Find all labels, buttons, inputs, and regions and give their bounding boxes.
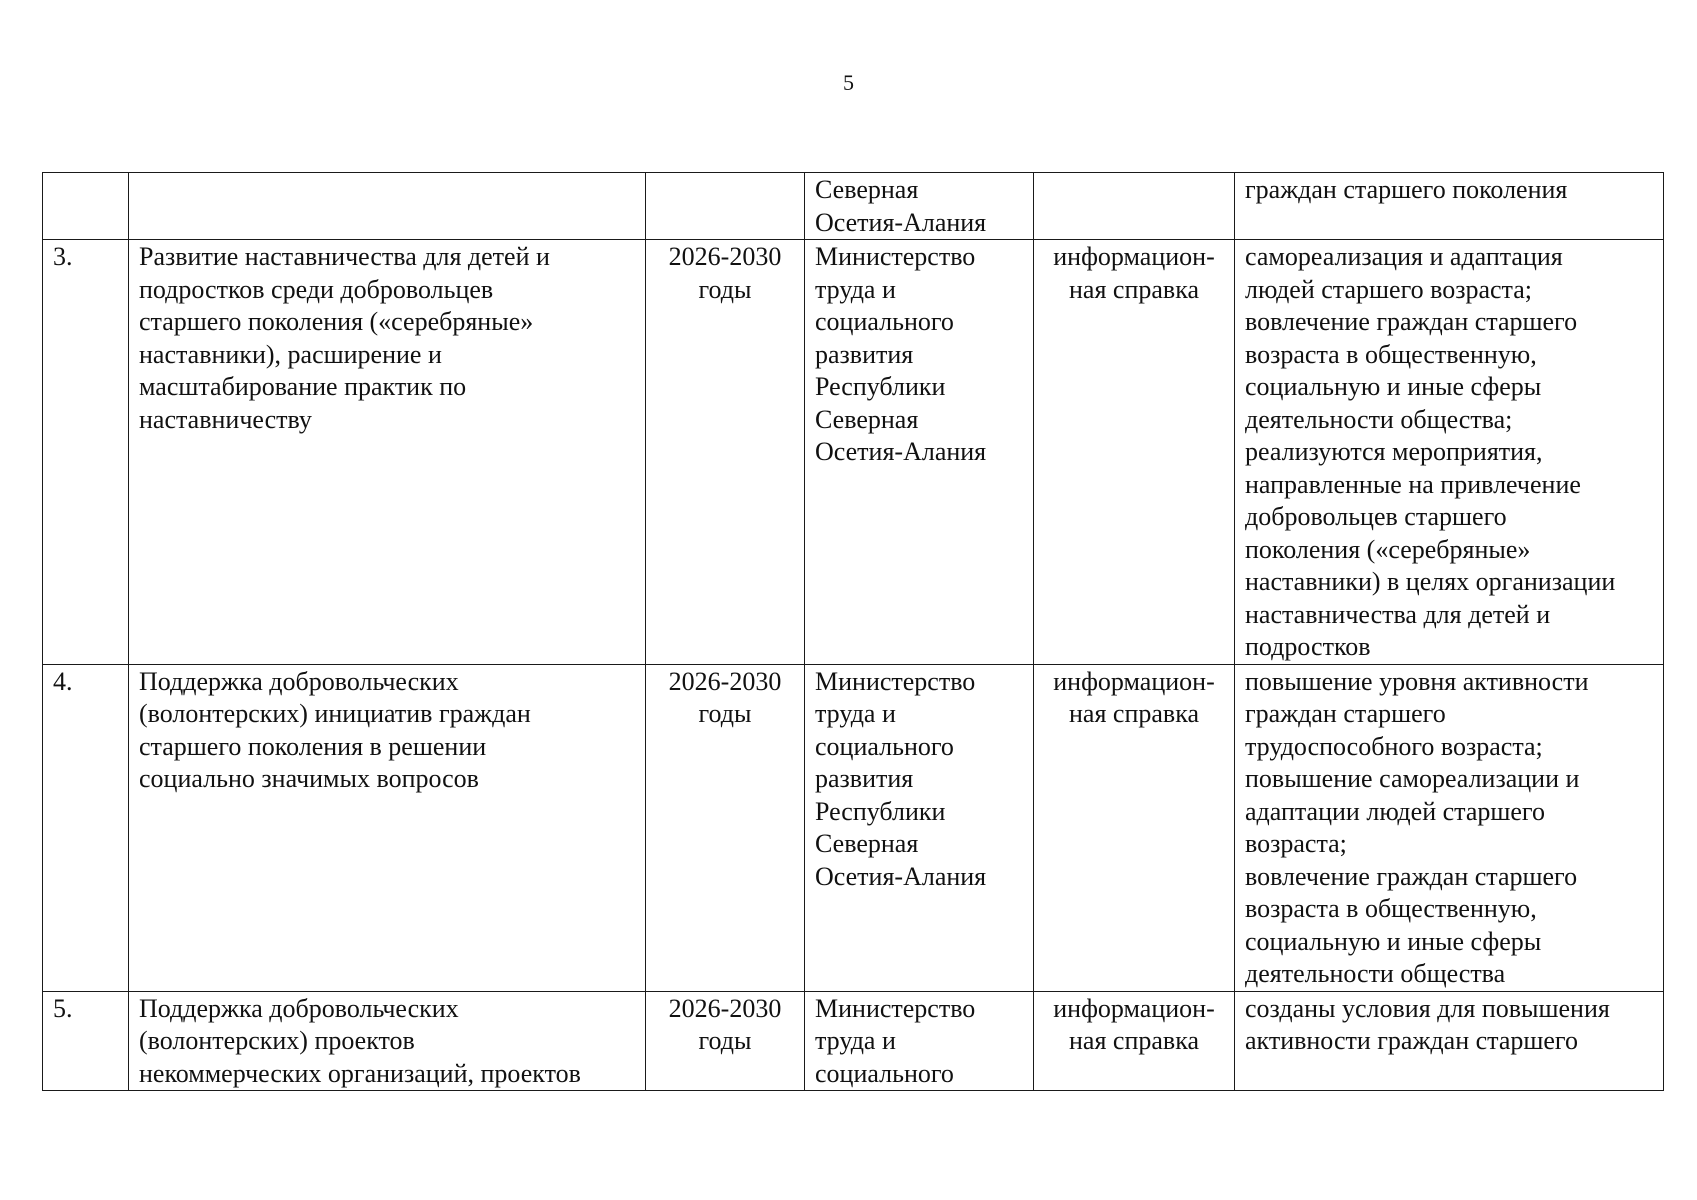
result-line: повышение самореализации и (1245, 764, 1580, 793)
cell-years (646, 991, 805, 1091)
cell-years (646, 173, 805, 240)
responsible-line: социального (815, 307, 954, 336)
cell-years (646, 240, 805, 665)
cell-years (646, 664, 805, 991)
responsible-line: Осетия-Алания (815, 861, 987, 891)
cell-number: 3. (43, 240, 129, 665)
activity-line: социально значимых вопросов (139, 764, 479, 793)
cell-activity (129, 240, 646, 665)
form-line: информацион- (1053, 242, 1215, 271)
responsible-line: Северная (815, 404, 919, 434)
cell-result (1235, 664, 1664, 991)
form-line: ная справка (1069, 274, 1199, 304)
cell-activity (129, 991, 646, 1091)
activities-table (42, 172, 1664, 1091)
result-line: реализуются мероприятия, (1245, 437, 1543, 466)
result-line: активности граждан старшего (1245, 1026, 1578, 1055)
result-line: вовлечение граждан старшего (1245, 307, 1578, 336)
activity-line: (волонтерских) инициатив граждан (139, 699, 531, 728)
table-row (43, 991, 1664, 1091)
result-line: граждан старшего поколения (1245, 175, 1568, 204)
result-line: направленные на привлечение (1245, 469, 1581, 499)
form-line: ная справка (1069, 699, 1199, 728)
responsible-line: труда и (815, 699, 896, 728)
activity-line: наставничеству (139, 404, 312, 434)
responsible-line: Республики (815, 796, 946, 826)
cell-report-form (1034, 664, 1235, 991)
result-line: повышение уровня активности (1245, 666, 1589, 696)
result-line: возраста в общественную, (1245, 894, 1537, 923)
result-line: наставники) в целях организации (1245, 567, 1616, 596)
cell-result (1235, 991, 1664, 1091)
years-line: 2026-2030 (668, 993, 782, 1023)
result-line: возраста; (1245, 829, 1347, 858)
activity-line: Развитие наставничества для детей и (139, 242, 550, 271)
cell-report-form (1034, 240, 1235, 665)
responsible-line: Осетия-Алания (815, 437, 987, 466)
cell-report-form (1034, 991, 1235, 1091)
activity-line: Поддержка добровольческих (139, 666, 459, 696)
result-line: деятельности общества; (1245, 404, 1513, 434)
cell-responsible (805, 991, 1034, 1091)
responsible-line: Министерство (815, 666, 976, 696)
responsible-line: Осетия-Алания (815, 207, 987, 237)
cell-number: 5. (43, 991, 129, 1091)
years-line: годы (698, 1026, 752, 1055)
result-line: социальную и иные сферы (1245, 372, 1542, 401)
responsible-line: развития (815, 764, 914, 793)
form-line: информацион- (1053, 666, 1215, 696)
responsible-line: социального (815, 1058, 954, 1088)
activity-line: старшего поколения в решении (139, 731, 487, 761)
result-line: вовлечение граждан старшего (1245, 861, 1578, 891)
form-line: информацион- (1053, 993, 1215, 1023)
cell-responsible (805, 173, 1034, 240)
years-line: годы (698, 699, 752, 728)
result-line: поколения («серебряные» (1245, 534, 1531, 564)
result-line: наставничества для детей и (1245, 599, 1551, 629)
table-row-continuation (43, 173, 1664, 240)
activity-line: Поддержка добровольческих (139, 993, 459, 1023)
cell-number: 4. (43, 664, 129, 991)
result-line: трудоспособного возраста; (1245, 731, 1543, 761)
cell-activity (129, 664, 646, 991)
responsible-line: Министерство (815, 242, 976, 271)
years-line: 2026-2030 (668, 666, 782, 696)
activity-line: подростков среди добровольцев (139, 274, 494, 304)
cell-responsible (805, 664, 1034, 991)
result-line: людей старшего возраста; (1245, 274, 1532, 304)
table-row (43, 664, 1664, 991)
result-line: социальную и иные сферы (1245, 926, 1542, 956)
cell-result (1235, 173, 1664, 240)
cell-responsible (805, 240, 1034, 665)
result-line: добровольцев старшего (1245, 502, 1507, 531)
responsible-line: труда и (815, 274, 896, 304)
cell-result (1235, 240, 1664, 665)
responsible-line: социального (815, 731, 954, 761)
activity-line: некоммерческих организаций, проектов (139, 1058, 581, 1088)
result-line: деятельности общества (1245, 959, 1506, 988)
responsible-line: Республики (815, 372, 946, 401)
page-number: 5 (843, 70, 854, 95)
responsible-line: Северная (815, 829, 919, 858)
result-line: адаптации людей старшего (1245, 796, 1545, 826)
result-line: возраста в общественную, (1245, 339, 1537, 369)
form-line: ная справка (1069, 1026, 1199, 1055)
result-line: самореализация и адаптация (1245, 242, 1563, 271)
responsible-line: труда и (815, 1026, 896, 1055)
cell-report-form (1034, 173, 1235, 240)
activity-line: масштабирование практик по (139, 372, 467, 401)
result-line: подростков (1245, 632, 1371, 661)
years-line: годы (698, 274, 752, 304)
responsible-line: развития (815, 339, 914, 369)
activity-line: наставники), расширение и (139, 339, 442, 369)
years-line: 2026-2030 (668, 242, 782, 271)
cell-activity (129, 173, 646, 240)
cell-number (43, 173, 129, 240)
responsible-line: Министерство (815, 993, 976, 1023)
result-line: созданы условия для повышения (1245, 993, 1610, 1023)
table-row (43, 240, 1664, 665)
activity-line: (волонтерских) проектов (139, 1026, 415, 1055)
result-line: граждан старшего (1245, 699, 1446, 728)
responsible-line: Северная (815, 175, 919, 204)
activity-line: старшего поколения («серебряные» (139, 307, 534, 336)
